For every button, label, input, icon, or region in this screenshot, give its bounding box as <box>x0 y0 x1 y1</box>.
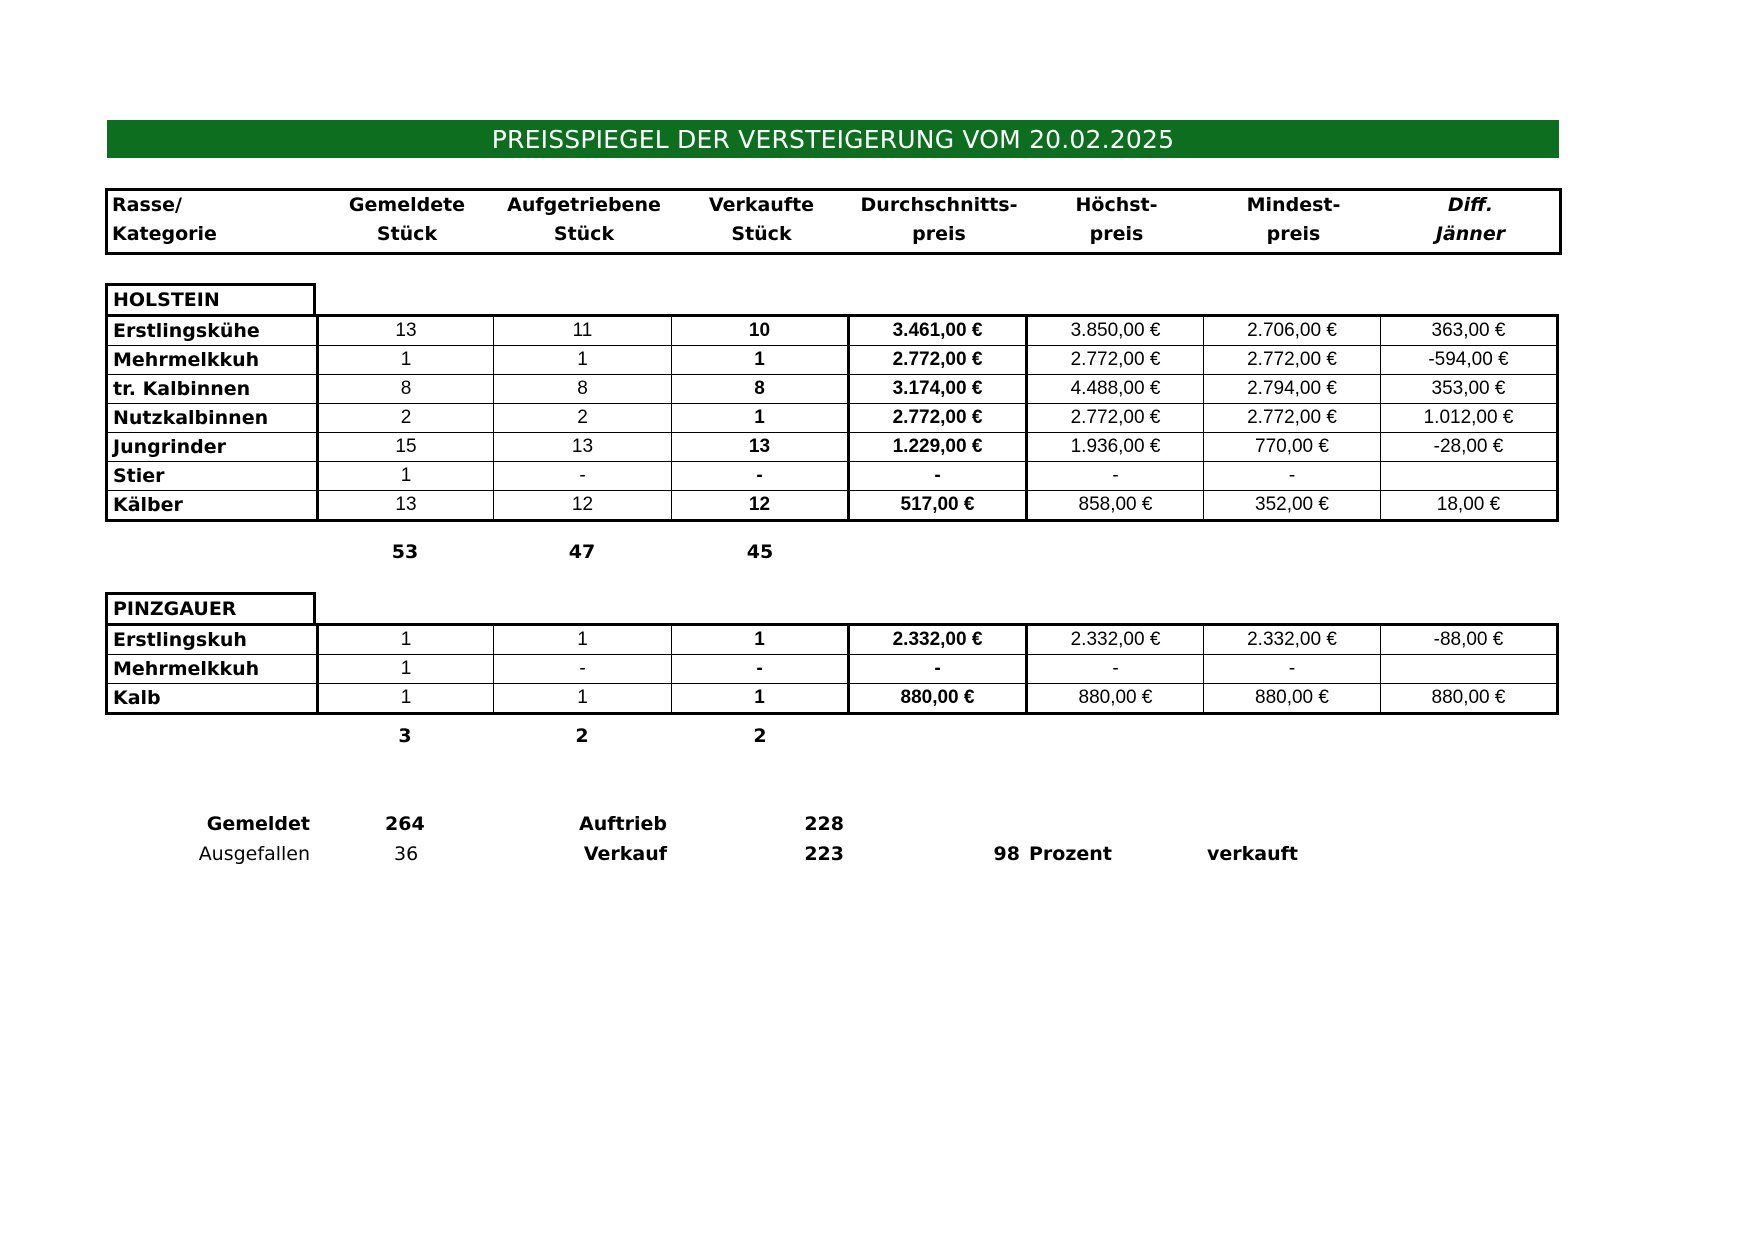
cell-diff: 18,00 € <box>1381 491 1558 521</box>
table-row <box>107 375 1558 404</box>
cell-diff <box>1381 655 1558 684</box>
cell-min: 2.332,00 € <box>1204 625 1381 655</box>
cell-max: 1.936,00 € <box>1027 433 1204 462</box>
cell-verk: 1 <box>672 625 849 655</box>
cell-verk: 10 <box>672 316 849 346</box>
cell-max: 2.772,00 € <box>1027 404 1204 433</box>
cell-max: 2.332,00 € <box>1027 625 1204 655</box>
cell-max: 880,00 € <box>1027 684 1204 714</box>
cell-gem: 1 <box>318 655 494 684</box>
cell-avg: 2.772,00 € <box>849 404 1027 433</box>
cell-cat: Kalb <box>107 684 318 714</box>
header-category: Rasse/ Kategorie <box>112 194 217 245</box>
cell-verk: 1 <box>672 346 849 375</box>
table-row <box>107 433 1558 462</box>
cell-cat: Kälber <box>107 491 318 521</box>
section-label-holstein: HOLSTEIN <box>105 283 316 314</box>
cell-max: - <box>1027 655 1204 684</box>
header-aufgetriebene: Aufgetriebene Stück <box>507 194 661 245</box>
table-header <box>105 188 1562 255</box>
cell-cat: Mehrmelkkuh <box>107 346 318 375</box>
header-mindestpreis: Mindest- preis <box>1246 194 1341 245</box>
cell-avg: 3.461,00 € <box>849 316 1027 346</box>
cell-verk: 12 <box>672 491 849 521</box>
holstein-total-verkauft: 45 <box>746 541 774 563</box>
cell-min: - <box>1204 655 1381 684</box>
cell-cat: Jungrinder <box>107 433 318 462</box>
pinzgauer-table <box>105 623 1559 715</box>
page-title: PREISSPIEGEL DER VERSTEIGERUNG VOM 20.02.2025 <box>107 120 1559 158</box>
cell-gem: 1 <box>318 684 494 714</box>
cell-min: 880,00 € <box>1204 684 1381 714</box>
pinzgauer-total-aufgetrieben: 2 <box>575 725 589 747</box>
cell-verk: - <box>672 462 849 491</box>
cell-max: 858,00 € <box>1027 491 1204 521</box>
cell-diff: 353,00 € <box>1381 375 1558 404</box>
table-row <box>107 625 1558 655</box>
cell-cat: Erstlingskühe <box>107 316 318 346</box>
cell-auf: 1 <box>494 684 672 714</box>
cell-min: 2.772,00 € <box>1204 346 1381 375</box>
summary-verkauft-label: verkauft <box>1207 843 1298 865</box>
cell-min: 352,00 € <box>1204 491 1381 521</box>
cell-diff: 1.012,00 € <box>1381 404 1558 433</box>
header-hoechstpreis: Höchst- preis <box>1075 194 1158 245</box>
cell-auf: 2 <box>494 404 672 433</box>
summary-verkauf-value: 223 <box>804 843 844 865</box>
summary-prozent-label: Prozent <box>1029 843 1112 865</box>
cell-cat: Stier <box>107 462 318 491</box>
cell-verk: 8 <box>672 375 849 404</box>
table-row <box>107 462 1558 491</box>
cell-avg: 1.229,00 € <box>849 433 1027 462</box>
cell-gem: 13 <box>318 316 494 346</box>
cell-auf: 13 <box>494 433 672 462</box>
cell-gem: 1 <box>318 625 494 655</box>
pinzgauer-total-verkauft: 2 <box>753 725 767 747</box>
cell-min: 2.706,00 € <box>1204 316 1381 346</box>
header-diff-jaenner: Diff. Jänner <box>1435 194 1506 245</box>
cell-diff: -28,00 € <box>1381 433 1558 462</box>
pinzgauer-total-gemeldet: 3 <box>398 725 412 747</box>
table-row <box>107 655 1558 684</box>
summary-ausgefallen-value: 36 <box>394 843 419 865</box>
cell-max: 3.850,00 € <box>1027 316 1204 346</box>
cell-cat: tr. Kalbinnen <box>107 375 318 404</box>
cell-gem: 1 <box>318 462 494 491</box>
cell-gem: 8 <box>318 375 494 404</box>
cell-verk: 1 <box>672 684 849 714</box>
table-row <box>107 404 1558 433</box>
cell-auf: 12 <box>494 491 672 521</box>
cell-avg: 2.332,00 € <box>849 625 1027 655</box>
cell-diff: 880,00 € <box>1381 684 1558 714</box>
cell-avg: 2.772,00 € <box>849 346 1027 375</box>
cell-avg: 517,00 € <box>849 491 1027 521</box>
cell-auf: 8 <box>494 375 672 404</box>
holstein-total-aufgetrieben: 47 <box>568 541 596 563</box>
summary-gemeldet-label: Gemeldet <box>206 813 310 835</box>
cell-gem: 15 <box>318 433 494 462</box>
summary-auftrieb-value: 228 <box>804 813 844 835</box>
cell-max: 2.772,00 € <box>1027 346 1204 375</box>
cell-diff: -88,00 € <box>1381 625 1558 655</box>
cell-min: 2.794,00 € <box>1204 375 1381 404</box>
table-row <box>107 346 1558 375</box>
cell-auf: - <box>494 655 672 684</box>
cell-verk: 13 <box>672 433 849 462</box>
holstein-table <box>105 314 1559 522</box>
holstein-total-gemeldet: 53 <box>391 541 419 563</box>
cell-verk: - <box>672 655 849 684</box>
cell-gem: 13 <box>318 491 494 521</box>
cell-verk: 1 <box>672 404 849 433</box>
cell-cat: Erstlingskuh <box>107 625 318 655</box>
cell-max: - <box>1027 462 1204 491</box>
cell-diff: -594,00 € <box>1381 346 1558 375</box>
cell-avg: - <box>849 462 1027 491</box>
cell-auf: - <box>494 462 672 491</box>
cell-auf: 1 <box>494 346 672 375</box>
cell-cat: Nutzkalbinnen <box>107 404 318 433</box>
summary-verkauf-label: Verkauf <box>583 843 667 865</box>
table-row <box>107 491 1558 521</box>
cell-cat: Mehrmelkkuh <box>107 655 318 684</box>
summary-ausgefallen-label: Ausgefallen <box>198 843 310 865</box>
cell-gem: 1 <box>318 346 494 375</box>
cell-gem: 2 <box>318 404 494 433</box>
section-label-pinzgauer: PINZGAUER <box>105 592 316 623</box>
summary-gemeldet-value: 264 <box>385 813 425 835</box>
header-durchschnittspreis: Durchschnitts- preis <box>860 194 1018 245</box>
cell-avg: 880,00 € <box>849 684 1027 714</box>
summary-prozent-value: 98 <box>993 843 1020 865</box>
cell-max: 4.488,00 € <box>1027 375 1204 404</box>
cell-min: 2.772,00 € <box>1204 404 1381 433</box>
summary-auftrieb-label: Auftrieb <box>579 813 667 835</box>
header-verkaufte: Verkaufte Stück <box>708 194 815 245</box>
table-row <box>107 316 1558 346</box>
cell-auf: 11 <box>494 316 672 346</box>
header-gemeldete: Gemeldete Stück <box>348 194 466 245</box>
cell-min: 770,00 € <box>1204 433 1381 462</box>
table-row <box>107 684 1558 714</box>
cell-avg: 3.174,00 € <box>849 375 1027 404</box>
cell-diff <box>1381 462 1558 491</box>
cell-diff: 363,00 € <box>1381 316 1558 346</box>
cell-auf: 1 <box>494 625 672 655</box>
cell-avg: - <box>849 655 1027 684</box>
cell-min: - <box>1204 462 1381 491</box>
